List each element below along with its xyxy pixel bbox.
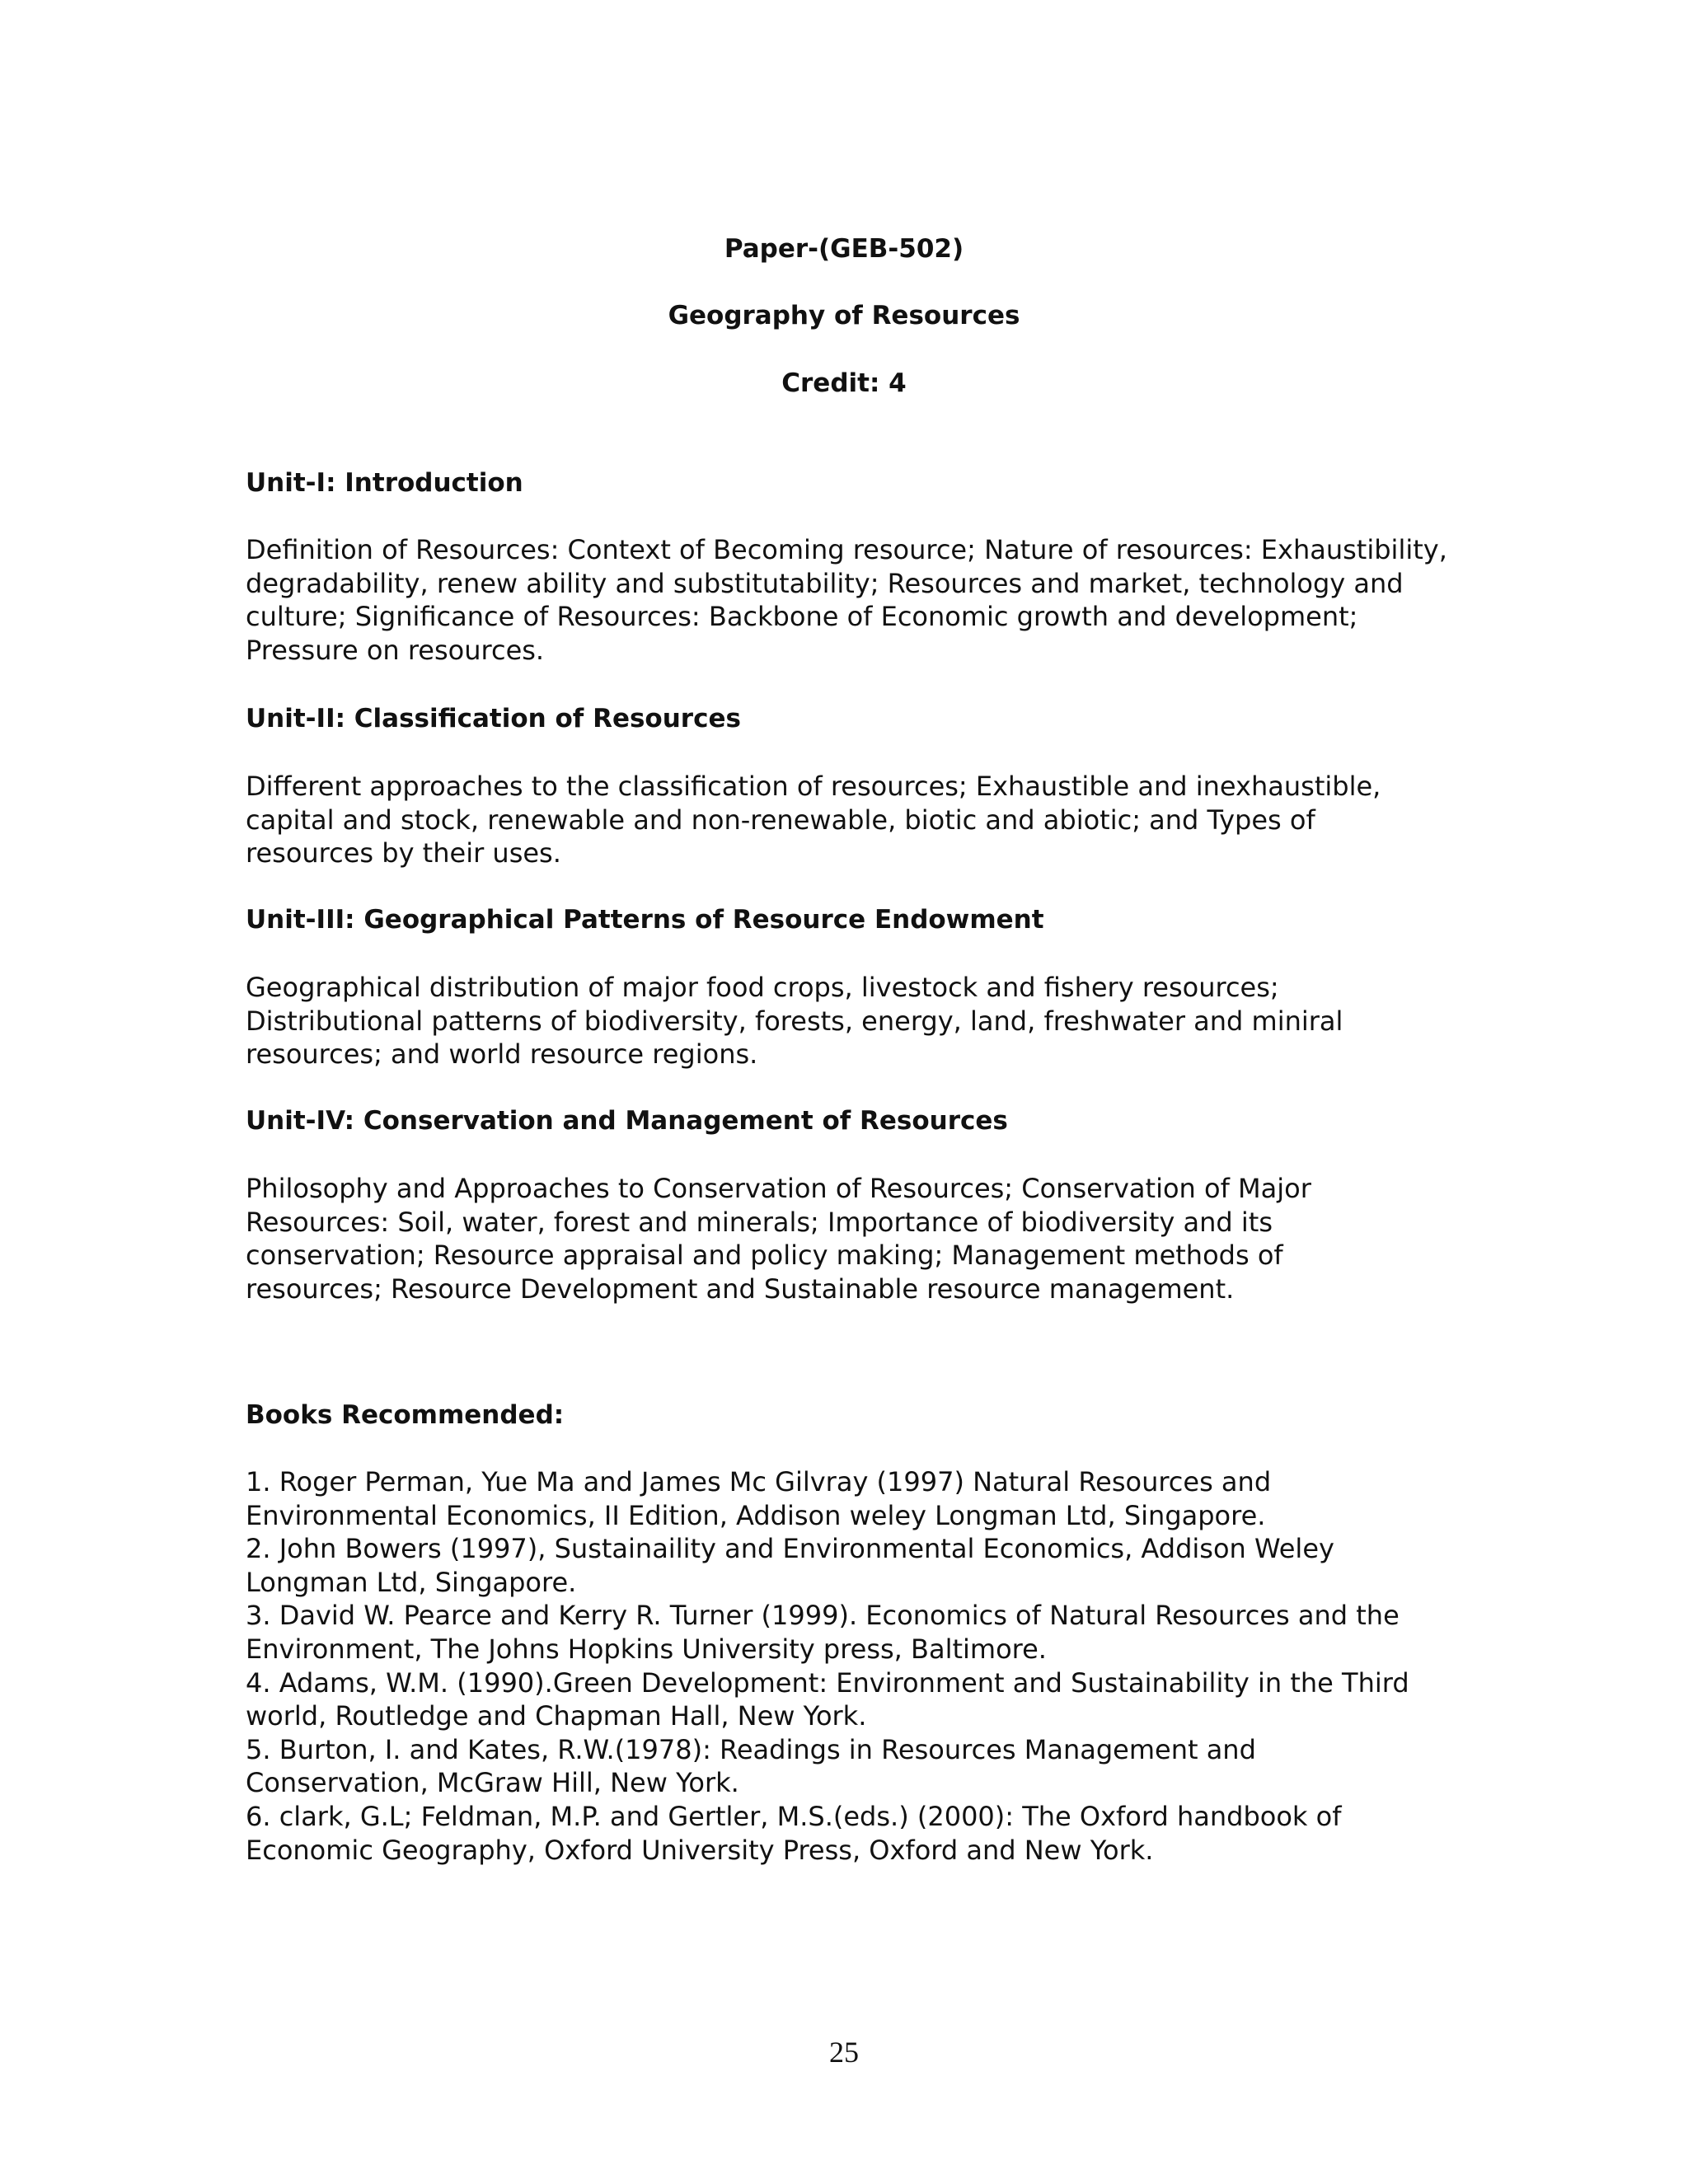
unit-2-body: Different approaches to the classification of resources; Exhaustible and inexhaustible, capital and stock, renewable and non-renewable, biotic and abiotic; and Types of resources by their uses. (246, 771, 1381, 869)
course-title: Geography of Resources (668, 301, 1020, 330)
unit-2-heading: Unit-II: Classification of Resources (246, 704, 741, 733)
book-item: 5. Burton, I. and Kates, R.W.(1978): Readings in Resources Management and Conservation, McGraw Hill, New York. (246, 1733, 1256, 1799)
book-item: 1. Roger Perman, Yue Ma and James Mc Gilvray (1997) Natural Resources and Environmental Economics, II Edition, Addison weley Longman Ltd, Singapore. (246, 1466, 1272, 1531)
paper-code: Paper-(GEB-502) (724, 234, 964, 264)
unit-3-body: Geographical distribution of major food crops, livestock and fishery resources; Distributional patterns of biodiversity, forests, energy, land, freshwater and miniral resources; and world resource regions. (246, 972, 1343, 1071)
book-item: 3. David W. Pearce and Kerry R. Turner (1999). Economics of Natural Resources and the Environment, The Johns Hopkins University press, Baltimore. (246, 1600, 1400, 1665)
unit-1-heading: Unit-I: Introduction (246, 468, 523, 498)
page-number: 25 (829, 2036, 859, 2069)
unit-4-heading: Unit-IV: Conservation and Management of Resources (246, 1106, 1008, 1136)
unit-1-body: Definition of Resources: Context of Becoming resource; Nature of resources: Exhaustibility, degradability, renew ability and substitutability; Resources and market, technology and culture; Significance of Resources: Backbone of Economic growth and development; Pressure on resources. (246, 534, 1447, 666)
book-item: 6. clark, G.L; Feldman, M.P. and Gertler, M.S.(eds.) (2000): The Oxford handbook of Economic Geography, Oxford University Press, Oxford and New York. (246, 1800, 1342, 1866)
course-credit: Credit: 4 (781, 368, 907, 398)
book-item: 2. John Bowers (1997), Sustainaility and Environmental Economics, Addison Weley Longman Ltd, Singapore. (246, 1533, 1334, 1598)
books-heading: Books Recommended: (246, 1400, 565, 1430)
book-item: 4. Adams, W.M. (1990).Green Development: Environment and Sustainability in the Third world, Routledge and Chapman Hall, New York. (246, 1666, 1409, 1732)
books-list (246, 1465, 1482, 1867)
unit-3-heading: Unit-III: Geographical Patterns of Resource Endowment (246, 905, 1044, 935)
unit-4-body: Philosophy and Approaches to Conservation of Resources; Conservation of Major Resources: Soil, water, forest and minerals; Importance of biodiversity and its conservation; Resource appraisal and policy making; Management methods of resources; Resource Development and Sustainable resource management. (246, 1173, 1311, 1305)
